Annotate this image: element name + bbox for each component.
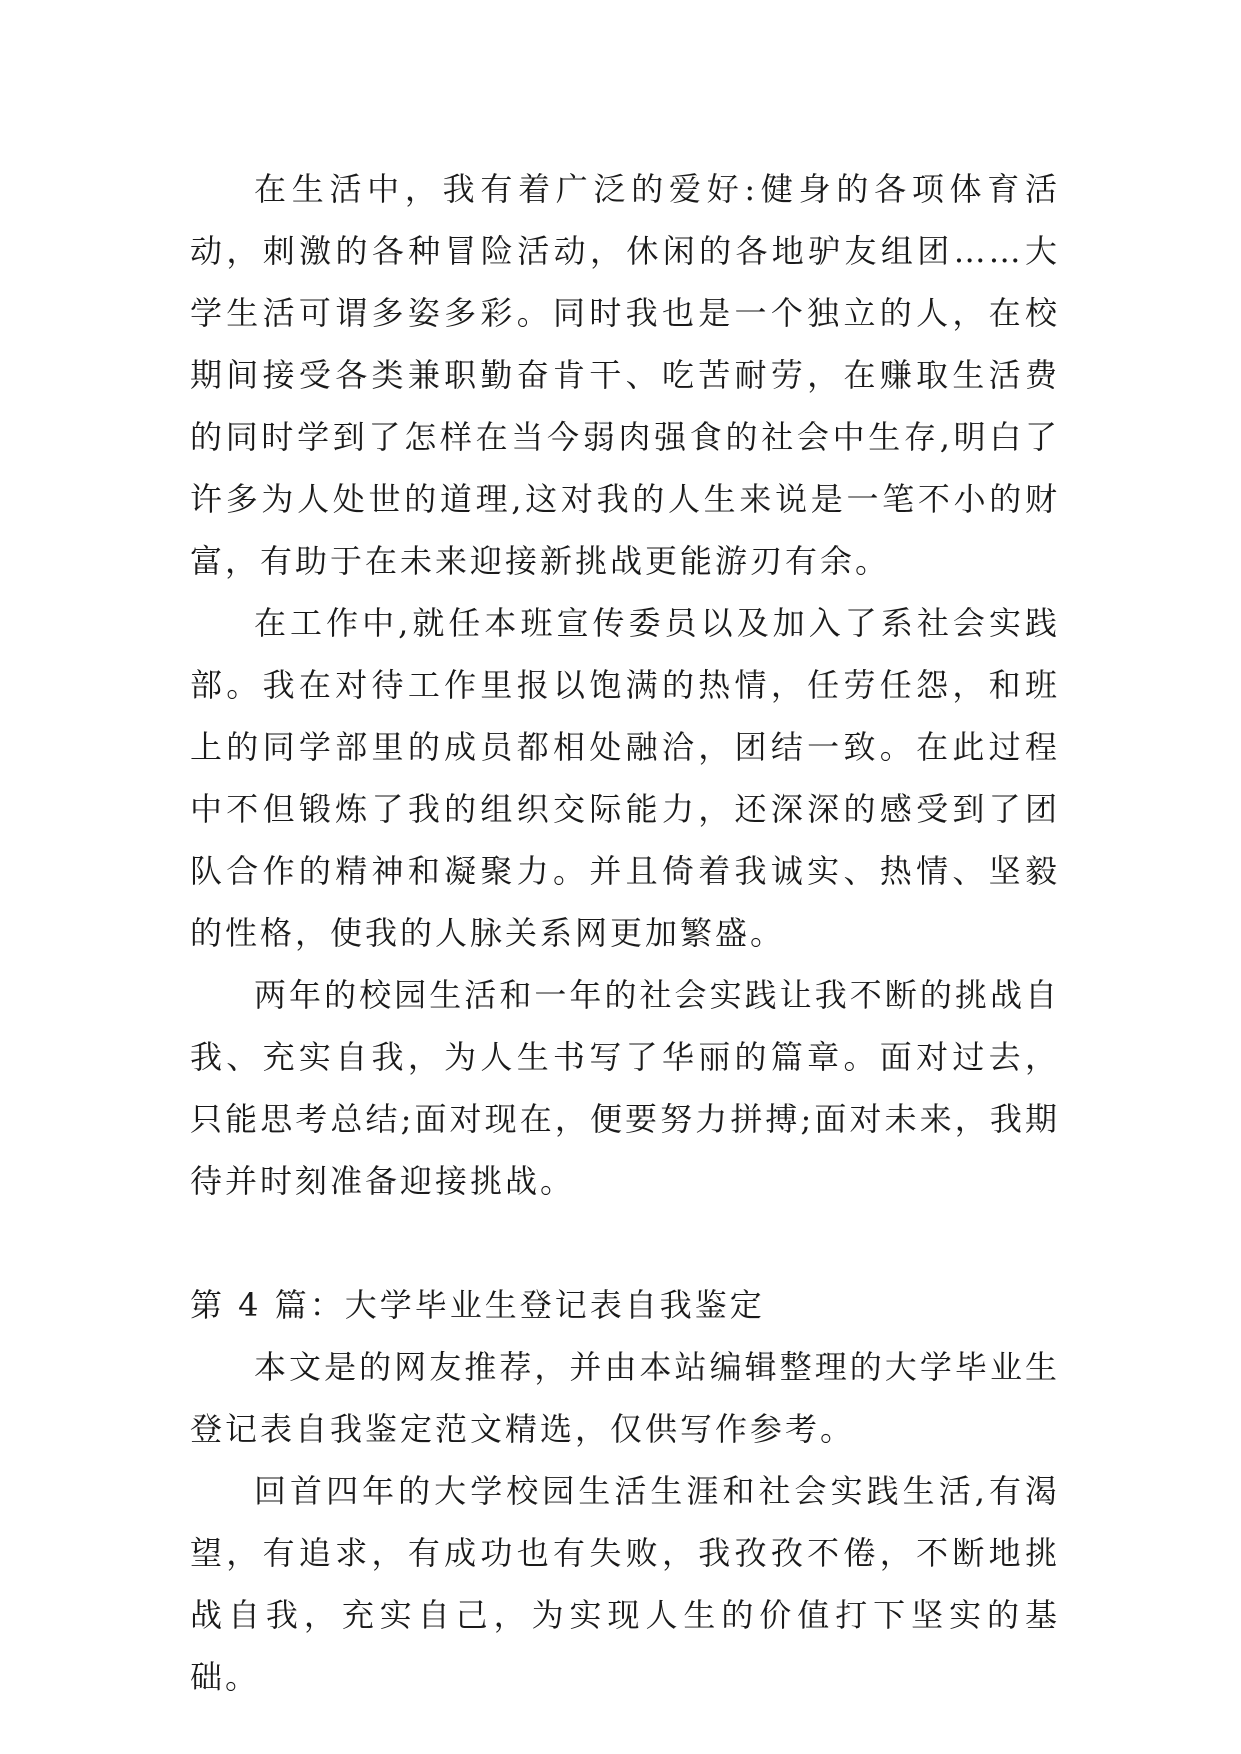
paragraph-intro: 本文是的网友推荐，并由本站编辑整理的大学毕业生登记表自我鉴定范文精选，仅供写作参考。 bbox=[190, 1348, 1060, 1448]
paragraph-hobbies: 在生活中，我有着广泛的爱好:健身的各项体育活动，刺激的各种冒险活动，休闲的各地驴友组团……大学生活可谓多姿多彩。同时我也是一个独立的人，在校期间接受各类兼职勤奋肯干、吃苦耐劳，在赚取生活费的同时学到了怎样在当今弱肉强食的社会中生存,明白了许多为人处世的道理,这对我的人生来说是一笔不小的财富，有助于在未来迎接新挑战更能游刃有余。 bbox=[190, 170, 1060, 580]
paragraph-review: 回首四年的大学校园生活生涯和社会实践生活,有渴望，有追求，有成功也有失败，我孜孜不倦，不断地挑战自我，充实自己，为实现人生的价值打下坚实的基础。 bbox=[190, 1472, 1060, 1696]
paragraph-work: 在工作中,就任本班宣传委员以及加入了系社会实践部。我在对待工作里报以饱满的热情，任劳任怨，和班上的同学部里的成员都相处融洽，团结一致。在此过程中不但锻炼了我的组织交际能力，还深深的感受到了团队合作的精神和凝聚力。并且倚着我诚实、热情、坚毅的性格，使我的人脉关系网更加繁盛。 bbox=[190, 604, 1060, 952]
paragraph-summary: 两年的校园生活和一年的社会实践让我不断的挑战自我、充实自我，为人生书写了华丽的篇章。面对过去，只能思考总结;面对现在，便要努力拼搏;面对未来，我期待并时刻准备迎接挑战。 bbox=[190, 976, 1060, 1200]
section-heading: 第 4 篇：大学毕业生登记表自我鉴定 bbox=[190, 1286, 765, 1324]
document-body bbox=[190, 158, 1060, 1708]
